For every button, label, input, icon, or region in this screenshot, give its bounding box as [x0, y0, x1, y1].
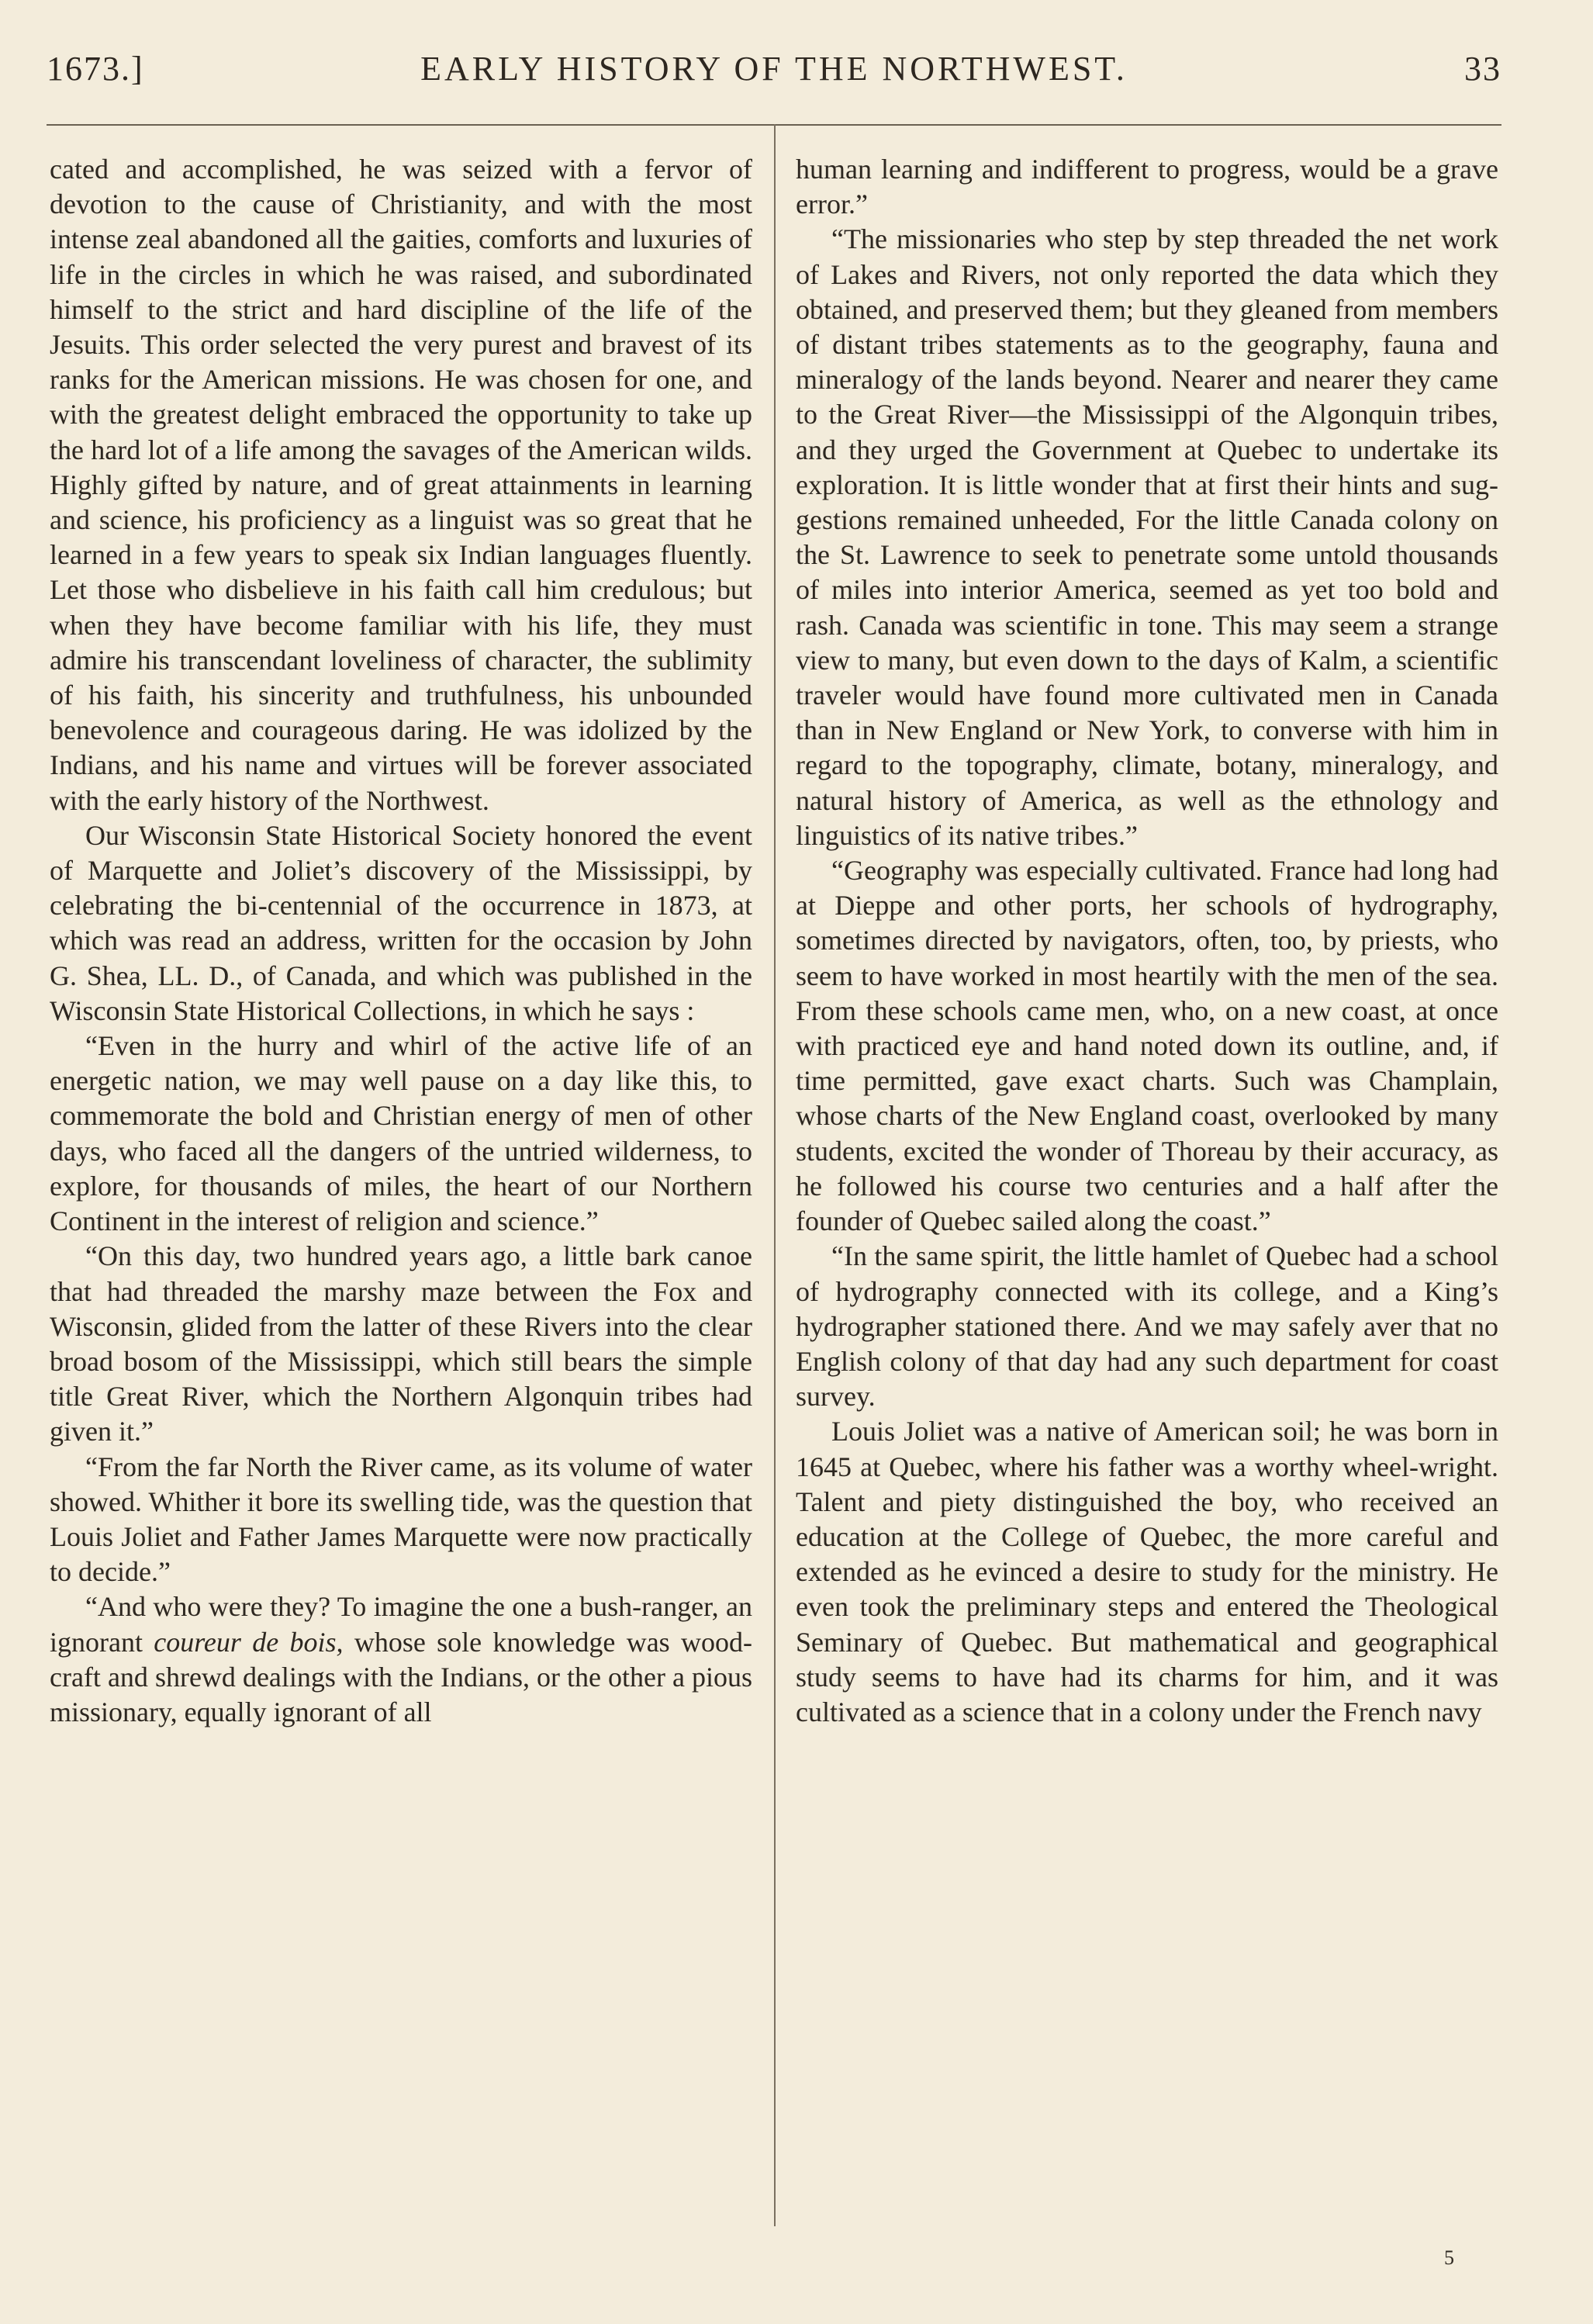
paragraph: “On this day, two hundred years ago, a little bark canoe that had threaded the marshy maze between the Fox and Wisconsin, glided from the latter of these Rivers into the clear broad bosom of the Mississippi, which still bears the simple title Great River, which the Northern Algonquin tribes had given it.”: [50, 1240, 752, 1447]
paragraph: Our Wisconsin State Historical Society honored the event of Marquette and Joliet’s discovery of the Mississippi, by celebrating the bi-centennial of the occurrence in 1873, at which was read an address, written for the occasion by John G. Shea, LL. D., of Canada, and which was published in the Wisconsin State Historical Collections, in which he says :: [50, 819, 752, 1026]
column-divider: [774, 124, 776, 2226]
signature-mark: 5: [1444, 2246, 1454, 2269]
header-year: 1673.]: [47, 50, 144, 88]
paragraph: human learning and indifferent to progress, would be a grave error.”: [796, 154, 1498, 220]
text-run: whose sole knowledge was wood-craft and shrewd dealings with the Indians, or the other a pious missionary, equally ignorant of all: [50, 1626, 752, 1727]
paragraph: “Even in the hurry and whirl of the active life of an energetic nation, we may well pause on a day like this, to commemorate the bold and Christian energy of men of other days, who faced all the dangers of the untried wilderness, to explore, for thousands of miles, the heart of our Northern Continent in the interest of religion and science.”: [50, 1030, 752, 1237]
text-run: “And who were they? To imagine the one a bush-ranger, an ignorant: [50, 1591, 752, 1658]
paragraph: “From the far North the River came, as its volume of water showed. Whither it bore its swelling tide, was the question that Louis Joliet and Father James Marquette were now practically to decide.”: [50, 1451, 752, 1588]
paragraph: [50, 1589, 752, 1730]
right-column: [796, 152, 1498, 1730]
paragraph: “The missionaries who step by step threaded the net work of Lakes and Rivers, not only reported the data which they obtained, and preserved them; but they gleaned from members of distant tribes statements as to the geography, fauna and mineralogy of the lands beyond. Nearer and nearer they came to the Great River—the Mississippi of the Algonquin tribes, and they urged the Government at Quebec to undertake its exploration. It is little wonder that at first their hints and suggestions remained unheeded, For the little Canada colony on the St. Lawrence to seek to penetrate some untold thousands of miles into interior America, seemed as yet too bold and rash. Canada was scientific in tone. This may seem a strange view to many, but even down to the days of Kalm, a scientific traveler would have found more cultivated men in Canada than in New England or New York, to converse with him in regard to the topography, climate, botany, mineralogy, and natural history of America, as well as the ethnology and linguistics of its native tribes.”: [796, 223, 1498, 851]
running-header: [47, 42, 1501, 96]
paragraph: Louis Joliet was a native of American soil; he was born in 1645 at Quebec, where his father was a worthy wheel-wright. Talent and piety distinguished the boy, who received an education at the College of Quebec, the more careful and extended as he evinced a desire to study for the ministry. He even took the preliminary steps and entered the Theological Seminary of Quebec. But mathematical and geographical study seems to have had its charms for him, and it was cultivated as a science that in a colony under the French navy: [796, 1416, 1498, 1727]
header-title: EARLY HISTORY OF THE NORTHWEST.: [420, 50, 1128, 88]
paragraph: cated and accomplished, he was seized with a fervor of devotion to the cause of Christianity, and with the most intense zeal abandoned all the gaities, comforts and luxuries of life in the circles in which he was raised, and subordinated himself to the strict and hard discipline of the life of the Jesuits. This order selected the very purest and bravest of its ranks for the American missions. He was chosen for one, and with the greatest delight embraced the opportunity to take up the hard lot of a life among the savages of the American wilds. Highly gifted by nature, and of great attainments in learning and science, his proficiency as a linguist was so great that he learned in a few years to speak six Indian languages fluently. Let those who disbelieve in his faith call him credulous; but when they have become familiar with his life, they must admire his transcendant loveliness of character, the sublimity of his faith, his sincerity and truthfulness, his unbounded benevolence and courageous daring. He was idolized by the Indians, and his name and virtues will be forever associated with the early history of the Northwest.: [50, 154, 752, 816]
paragraph: “In the same spirit, the little hamlet of Quebec had a school of hydrography connected with its college, and a King’s hydrographer stationed there. And we may safely aver that no English colony of that day had any such department for coast survey.: [796, 1240, 1498, 1413]
page-number: 33: [1464, 50, 1501, 88]
italic-phrase: coureur de bois,: [154, 1626, 344, 1658]
paragraph: “Geography was especially cultivated. France had long had at Dieppe and other ports, her schools of hydrography, sometimes directed by navigators, often, too, by priests, who seem to have worked in most heartily with the men of the sea. From these schools came men, who, on a new coast, at once with practiced eye and hand noted down its outline, and, if time permitted, gave exact charts. Such was Champlain, whose charts of the New England coast, overlooked by many students, excited the wonder of Thoreau by their accuracy, as he followed his course two centuries and a half after the founder of Quebec sailed along the coast.”: [796, 855, 1498, 1237]
left-column: [50, 152, 752, 1730]
